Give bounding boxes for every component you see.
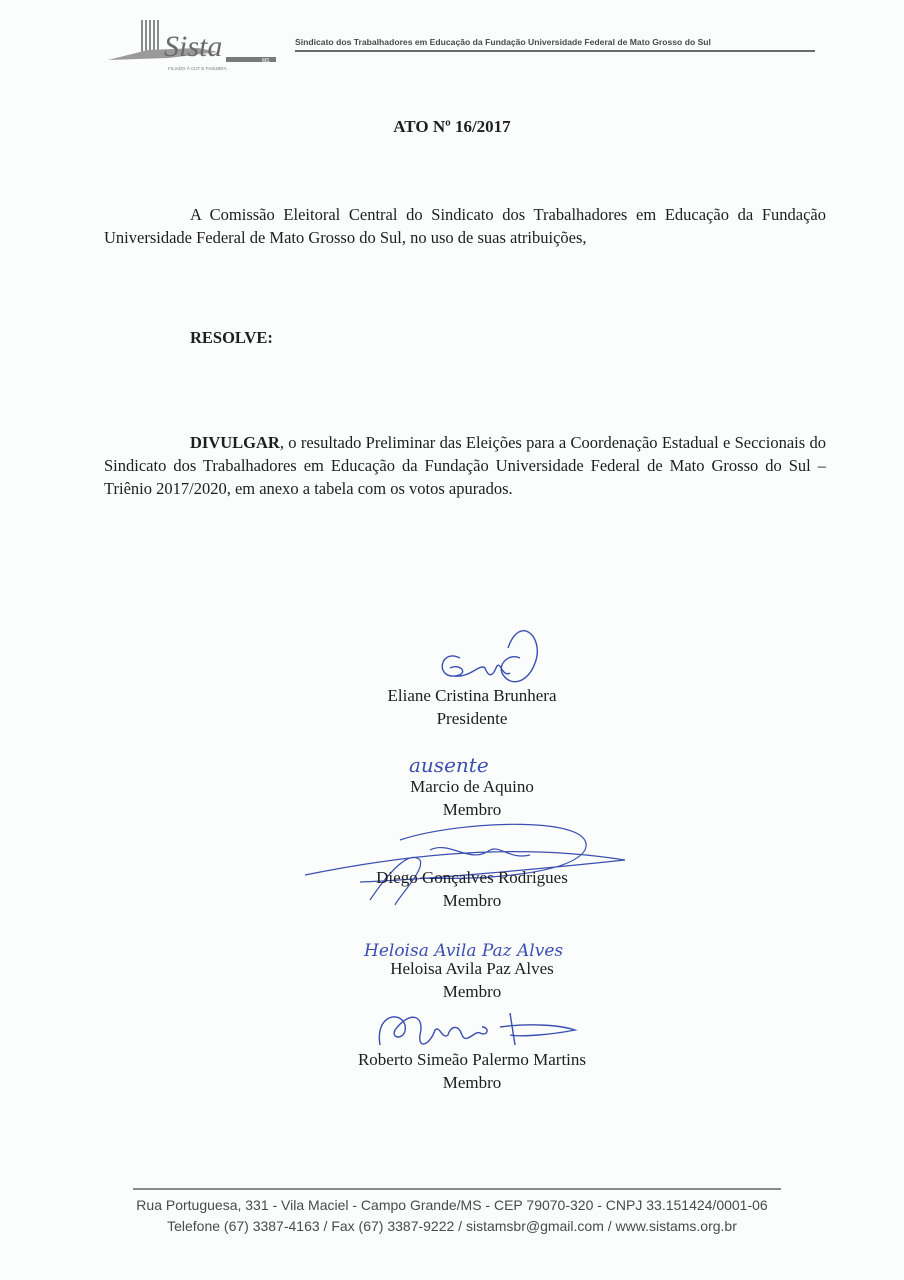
signature-roberto <box>370 1005 590 1055</box>
resolution-paragraph <box>104 431 826 500</box>
signatory-role: Membro <box>442 800 502 819</box>
footer-address: Rua Portuguesa, 331 - Vila Maciel - Campo Grande/MS - CEP 79070-320 - CNPJ 33.151424/0001-06 <box>136 1197 768 1213</box>
intro-paragraph: A Comissão Eleitoral Central do Sindicato dos Trabalhadores em Educação da Fundação Universidade Federal de Mato Grosso do Sul, no uso de suas atribuições, <box>104 205 826 247</box>
svg-text:ausente: ausente <box>409 753 489 777</box>
sista-logo <box>108 18 276 72</box>
handwritten-note-ausente <box>405 750 535 780</box>
signatory-role: Membro <box>442 891 502 910</box>
resolution-text: , o resultado Preliminar das Eleições para a Coordenação Estadual e Seccionais do Sindicato dos Trabalhadores em Educação da Fundação Universidade Federal de Mato Grosso do Sul – Triênio 2017/2020, em anexo a tabela com os votos apurados. <box>104 433 826 498</box>
header-org-name: Sindicato dos Trabalhadores em Educação da Fundação Universidade Federal de Mato Grosso do Sul <box>295 37 711 47</box>
footer-contact: Telefone (67) 3387-4163 / Fax (67) 3387-9222 / sistamsbr@gmail.com / www.sistams.org.br <box>167 1218 737 1234</box>
signatory-name: Marcio de Aquino <box>410 777 534 796</box>
resolution-lead: DIVULGAR <box>190 433 280 452</box>
signatory-role: Membro <box>442 982 502 1001</box>
svg-text:FILIADO À CUT E FASUBRA: FILIADO À CUT E FASUBRA <box>168 66 227 71</box>
signatory-name: Eliane Cristina Brunhera <box>387 686 557 705</box>
signatory-name: Diego Gonçalves Rodrigues <box>376 868 568 887</box>
svg-text:Heloisa Avila Paz Alves: Heloisa Avila Paz Alves <box>364 941 564 961</box>
footer-divider <box>133 1188 781 1190</box>
signatory-name: Roberto Simeão Palermo Martins <box>357 1050 587 1069</box>
resolve-heading: RESOLVE: <box>190 328 273 347</box>
signatory-name: Heloisa Avila Paz Alves <box>390 959 554 978</box>
svg-text:MS: MS <box>262 58 270 64</box>
signatory-role: Presidente <box>436 709 508 728</box>
svg-text:Sista: Sista <box>164 30 223 63</box>
signatory-role: Membro <box>442 1073 502 1092</box>
document-title: ATO Nº 16/2017 <box>393 117 511 136</box>
header-divider <box>295 50 815 52</box>
